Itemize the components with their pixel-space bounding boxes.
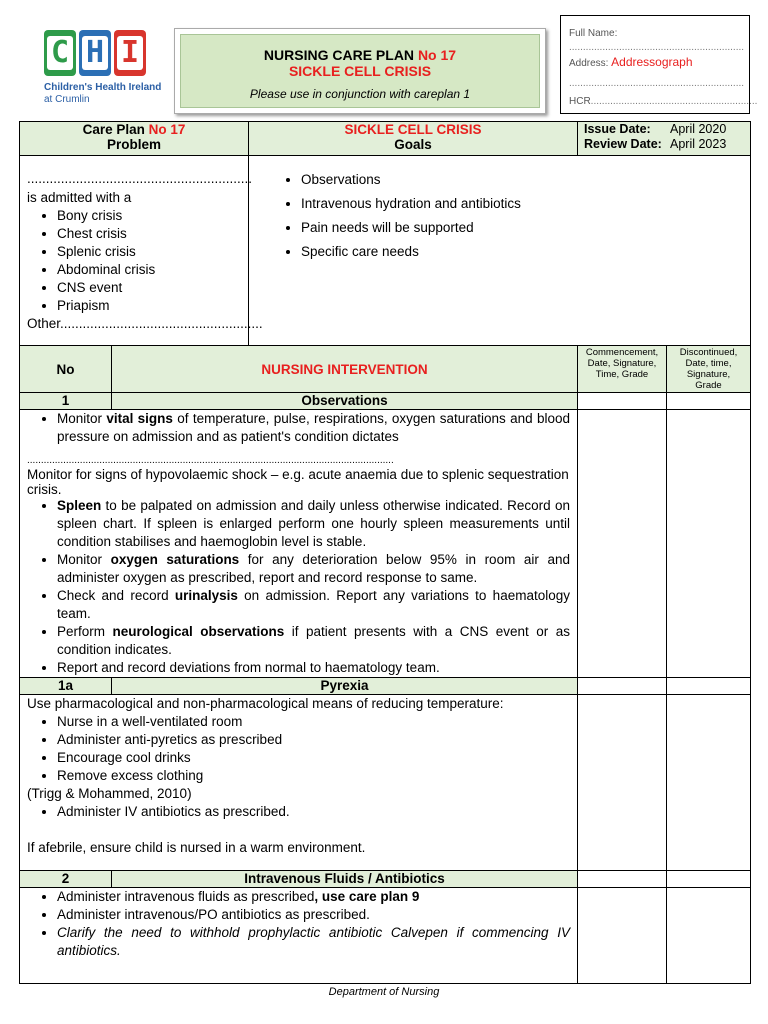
iv-fluids-item: • Administer intravenous fluids as prescribed, use care plan 9 xyxy=(57,888,570,906)
title-box xyxy=(174,28,546,114)
other-field[interactable]: Other...................................................... xyxy=(27,316,263,331)
section-2-header xyxy=(20,871,751,888)
separator-dots: .................................................................................................................................... xyxy=(27,455,394,466)
logo-block-c: C xyxy=(44,30,76,76)
title-line1: NURSING CARE PLAN No 17 xyxy=(263,47,457,63)
report-item: • Report and record deviations from normal to haematology team. xyxy=(57,659,570,677)
pyrexia-intro: Use pharmacological and non-pharmacological means of reducing temperature: xyxy=(27,696,504,711)
list-item: • Encourage cool drinks xyxy=(57,749,570,767)
nursing-intervention-header: NURSING INTERVENTION xyxy=(112,346,578,393)
section-1a-header xyxy=(20,678,751,695)
chi-logo xyxy=(44,30,162,110)
full-name-field[interactable]: ............................................................... xyxy=(569,42,745,53)
commencement-cell[interactable] xyxy=(578,410,667,678)
neuro-item: • Perform neurological observations if patient presents with a CNS event or as condition indicates. xyxy=(57,623,570,659)
calvepen-item: • Clarify the need to withhold prophylactic antibiotic Calvepen if commencing IV antibiotics. xyxy=(57,924,570,960)
address-field[interactable]: ............................................................... xyxy=(569,78,745,89)
discontinued-cell[interactable] xyxy=(667,871,751,888)
dates-header: Issue Date: April 2020 Review Date: April 2023 xyxy=(578,122,751,156)
address-value: Addressograph xyxy=(611,55,693,69)
title-line3: Please use in conjunction with careplan 1 xyxy=(249,87,471,101)
interventions-header-row xyxy=(20,346,751,393)
section-2-no: 2 xyxy=(20,871,112,888)
list-item: • Pain needs will be supported xyxy=(301,216,750,240)
list-item: • Specific care needs xyxy=(301,240,750,264)
discontinued-cell[interactable] xyxy=(667,410,751,678)
shock-text: Monitor for signs of hypovolaemic shock – e.g. acute anaemia due to splenic sequestration crisis. xyxy=(27,467,569,497)
list-item: • Splenic crisis xyxy=(57,243,241,261)
section-1-content xyxy=(20,410,578,678)
oxygen-item: • Monitor oxygen saturations for any deterioration below 95% in room air and administer oxygen as prescribed, report and record response to same. xyxy=(57,551,570,587)
list-item: • Observations xyxy=(301,168,750,192)
care-plan-table xyxy=(19,121,751,984)
problem-cell xyxy=(20,156,263,346)
section-2-body xyxy=(20,888,751,984)
commencement-cell[interactable] xyxy=(578,678,667,695)
no-header: No xyxy=(20,346,112,393)
list-item: • CNS event xyxy=(57,279,241,297)
logo-block-h: H xyxy=(79,30,111,76)
full-name-label: Full Name: xyxy=(569,28,618,39)
commencement-cell[interactable] xyxy=(578,888,667,984)
section-1a-body xyxy=(20,695,751,871)
list-item: • Intravenous hydration and antibiotics xyxy=(301,192,750,216)
footer: Department of Nursing xyxy=(328,986,440,998)
commencement-cell[interactable] xyxy=(578,695,667,871)
section-1a-content xyxy=(20,695,578,871)
title-line2: SICKLE CELL CRISIS xyxy=(288,63,432,79)
discontinued-cell[interactable] xyxy=(667,678,751,695)
section-2-title: Intravenous Fluids / Antibiotics xyxy=(112,871,578,888)
section-1a-title: Pyrexia xyxy=(112,678,578,695)
commencement-header: Commencement, Date, Signature, Time, Grade xyxy=(578,346,667,393)
reference: (Trigg & Mohammed, 2010) xyxy=(27,786,192,801)
section-1a-no: 1a xyxy=(20,678,112,695)
patient-name-blank[interactable]: ............................................................ xyxy=(27,171,253,186)
goals-list xyxy=(249,168,750,264)
address-row: Address: Addressograph xyxy=(569,55,693,69)
section-1-title: Observations xyxy=(112,393,578,410)
section-1-header xyxy=(20,393,751,410)
problem-goals-row xyxy=(20,156,751,346)
discontinued-cell[interactable] xyxy=(667,393,751,410)
iv-antibiotics-item: • Administer intravenous/PO antibiotics as prescribed. xyxy=(57,906,570,924)
section-1-body xyxy=(20,410,751,678)
goals-header: SICKLE CELL CRISIS Goals xyxy=(249,122,578,156)
commencement-cell[interactable] xyxy=(578,871,667,888)
addressograph-box[interactable] xyxy=(560,15,758,114)
admitted-text: is admitted with a xyxy=(27,189,132,205)
afebrile-note: If afebrile, ensure child is nursed in a warm environment. xyxy=(27,840,366,855)
problem-header: Care Plan No 17 Problem xyxy=(20,122,249,156)
list-item: • Remove excess clothing xyxy=(57,767,570,785)
list-item: • Nurse in a well-ventilated room xyxy=(57,713,570,731)
list-item: • Administer IV antibiotics as prescribed. xyxy=(57,803,570,821)
list-item: • Administer anti-pyretics as prescribed xyxy=(57,731,570,749)
org-location: at Crumlin xyxy=(44,94,90,105)
discontinued-header: Discontinued, Date, time, Signature, Grade xyxy=(667,346,751,393)
commencement-cell[interactable] xyxy=(578,393,667,410)
hcr-row[interactable]: HCR............................................................ xyxy=(569,96,758,107)
spleen-item: • Spleen to be palpated on admission and daily unless otherwise indicated. Record on spleen chart. If spleen is enlarged perform one hourly spleen measurements until condition stabilises and haemoglobin level is stable. xyxy=(57,497,570,551)
crisis-list xyxy=(27,207,241,315)
list-item: • Bony crisis xyxy=(57,207,241,225)
list-item: • Priapism xyxy=(57,297,241,315)
list-item: • Abdominal crisis xyxy=(57,261,241,279)
vital-signs-item: • Monitor vital signs of temperature, pulse, respirations, oxygen saturations and blood pressure on admission and as patient's condition dictates xyxy=(57,410,570,446)
list-item: • Chest crisis xyxy=(57,225,241,243)
logo-block-i: I xyxy=(114,30,146,76)
org-name: Children's Health Ireland xyxy=(44,82,162,93)
discontinued-cell[interactable] xyxy=(667,695,751,871)
discontinued-cell[interactable] xyxy=(667,888,751,984)
section-2-content xyxy=(20,888,578,984)
section-1-no: 1 xyxy=(20,393,112,410)
urinalysis-item: • Check and record urinalysis on admission. Report any variations to haematology team. xyxy=(57,587,570,623)
goals-cell xyxy=(249,156,751,346)
header-row xyxy=(20,122,751,156)
